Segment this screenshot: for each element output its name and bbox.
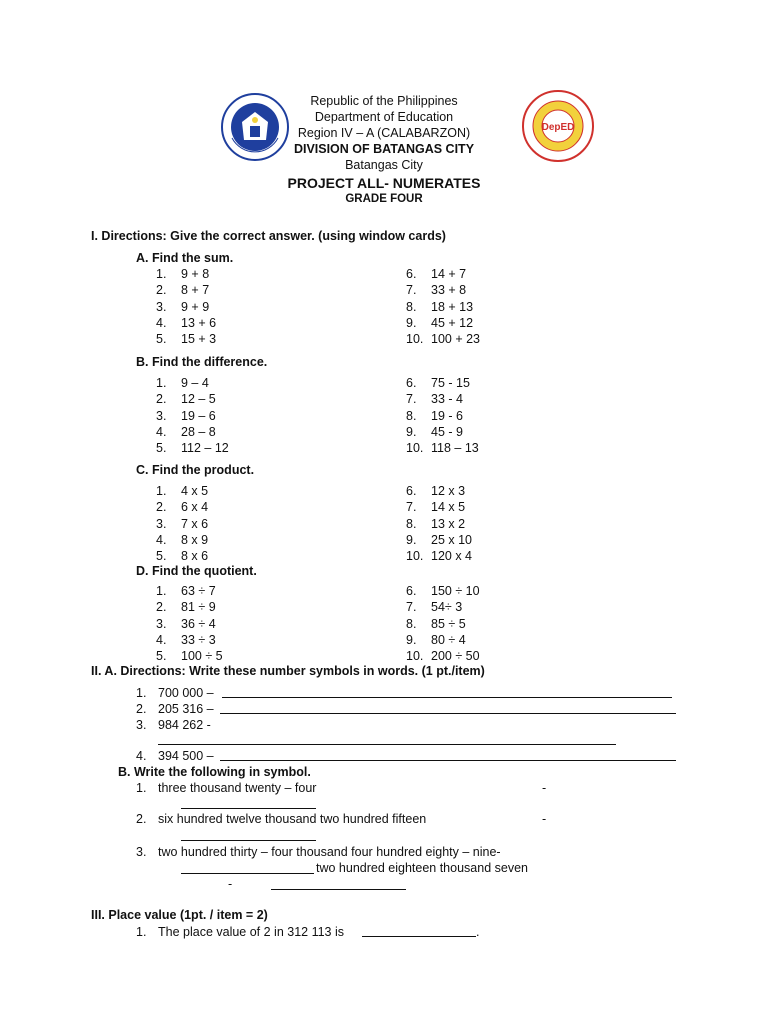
difference-problem-expression: 19 - 6 — [431, 408, 463, 423]
product-problem-number: 6. — [406, 484, 417, 498]
answer-line-1[interactable] — [222, 697, 672, 698]
difference-heading: B. Find the difference. — [136, 355, 268, 369]
product-problem-number: 1. — [156, 484, 167, 498]
symbol-item-1-text: three thousand twenty – four — [158, 781, 317, 795]
symbol-item-2-dash: - — [542, 812, 547, 826]
quotient-problem-number: 9. — [406, 632, 417, 647]
difference-problem-number: 1. — [156, 376, 167, 390]
product-heading: C. Find the product. — [136, 463, 255, 477]
deped-logo-text: DepED — [541, 122, 575, 133]
sum-problem-number: 2. — [156, 283, 167, 298]
product-problem-expression: 8 x 6 — [181, 549, 209, 564]
quotient-heading: D. Find the quotient. — [136, 564, 257, 578]
sum-problem-expression: 45 + 12 — [431, 315, 474, 330]
sum-problem-number: 6. — [406, 267, 417, 281]
product-problem-expression: 120 x 4 — [431, 549, 473, 564]
sum-problem-expression: 9 + 9 — [181, 299, 210, 314]
header-region: Region IV – A (CALABARZON) — [297, 126, 471, 140]
words-item-3-text: 984 262 - — [158, 718, 211, 732]
difference-problem-number: 9. — [406, 424, 417, 439]
part1-heading: I. Directions: Give the correct answer. (using window cards) — [91, 229, 446, 243]
difference-problem-expression: 118 – 13 — [431, 441, 479, 456]
sum-problem-number: 4. — [156, 315, 167, 330]
symbol-item-3-dash: - — [228, 877, 233, 891]
product-problem-expression: 14 x 5 — [431, 500, 466, 515]
difference-problem-number: 10. — [406, 441, 424, 456]
symbol-item-3-text: two hundred thirty – four thousand four hundred eighty – nine- — [158, 845, 501, 859]
difference-problem-expression: 112 – 12 — [181, 441, 229, 456]
product-problem-number: 5. — [156, 549, 167, 564]
header-republic: Republic of the Philippines — [310, 94, 458, 108]
difference-problem-number: 3. — [156, 408, 167, 423]
difference-problem-number: 7. — [406, 392, 417, 407]
answer-line-2[interactable] — [220, 713, 676, 714]
symbol-item-2-num: 2. — [136, 812, 147, 826]
quotient-problem-expression: 200 ÷ 50 — [431, 649, 480, 664]
product-problem-expression: 6 x 4 — [181, 500, 209, 515]
sum-problem-number: 9. — [406, 315, 417, 330]
difference-problem-number: 4. — [156, 424, 167, 439]
difference-problem-number: 2. — [156, 392, 167, 407]
answer-line-4[interactable] — [220, 760, 676, 761]
sum-problem-number: 1. — [156, 267, 167, 281]
quotient-problem-number: 10. — [406, 649, 424, 664]
product-problem-number: 7. — [406, 500, 417, 515]
product-problem-expression: 7 x 6 — [181, 516, 209, 531]
place-value-item-period: . — [476, 925, 480, 939]
difference-problem-expression: 19 – 6 — [181, 408, 216, 423]
symbol-item-3-num: 3. — [136, 845, 147, 859]
product-problem-number: 4. — [156, 532, 167, 547]
part2-heading: II. A. Directions: Write these number symbols in words. (1 pt./item) — [91, 664, 485, 678]
sum-problem-number: 5. — [156, 332, 167, 347]
quotient-problem-expression: 150 ÷ 10 — [431, 584, 480, 598]
sum-problem-number: 10. — [406, 332, 424, 347]
sum-problem-number: 8. — [406, 299, 417, 314]
sum-problem-number: 7. — [406, 283, 417, 298]
quotient-problem-expression: 85 ÷ 5 — [431, 616, 466, 631]
difference-problem-expression: 33 - 4 — [431, 392, 463, 407]
sum-problem-expression: 18 + 13 — [431, 299, 474, 314]
sum-problem-expression: 13 + 6 — [181, 315, 217, 330]
product-problem-number: 10. — [406, 549, 424, 564]
quotient-problem-expression: 63 ÷ 7 — [181, 584, 216, 598]
product-problem-expression: 12 x 3 — [431, 484, 466, 498]
sum-problem-expression: 33 + 8 — [431, 283, 467, 298]
sum-problem-number: 3. — [156, 299, 167, 314]
header-city: Batangas City — [345, 158, 423, 172]
symbol-item-1-dash: - — [542, 781, 547, 795]
product-problem-expression: 13 x 2 — [431, 516, 466, 531]
symbol-heading: B. Write the following in symbol. — [118, 765, 311, 779]
product-problem-number: 2. — [156, 500, 167, 515]
difference-problem-expression: 45 - 9 — [431, 424, 463, 439]
product-problem-expression: 8 x 9 — [181, 532, 209, 547]
words-item-4-num: 4. — [136, 749, 147, 763]
product-problem-expression: 4 x 5 — [181, 484, 209, 498]
product-problem-number: 9. — [406, 532, 417, 547]
quotient-problem-expression: 80 ÷ 4 — [431, 632, 466, 647]
sum-problem-expression: 14 + 7 — [431, 267, 467, 281]
product-problem-number: 8. — [406, 516, 417, 531]
symbol-answer-line-2[interactable] — [181, 840, 316, 841]
words-item-4-text: 394 500 – — [158, 749, 214, 763]
words-item-2-text: 205 316 – — [158, 702, 214, 716]
quotient-problem-expression: 36 ÷ 4 — [181, 616, 216, 631]
quotient-problem-number: 7. — [406, 600, 417, 615]
answer-line-3[interactable] — [158, 744, 616, 745]
place-value-item-text: The place value of 2 in 312 113 is — [158, 925, 345, 939]
sum-problem-expression: 100 + 23 — [431, 332, 481, 347]
sum-heading: A. Find the sum. — [136, 251, 234, 265]
quotient-problem-number: 1. — [156, 584, 167, 598]
header-department: Department of Education — [314, 110, 454, 124]
symbol-answer-line-1[interactable] — [181, 808, 316, 809]
sum-problem-expression: 9 + 8 — [181, 267, 210, 281]
difference-problem-expression: 28 – 8 — [181, 424, 216, 439]
words-item-1-text: 700 000 – — [158, 686, 214, 700]
symbol-answer-line-3a[interactable] — [181, 873, 314, 874]
quotient-problem-number: 8. — [406, 616, 417, 631]
quotient-problem-number: 4. — [156, 632, 167, 647]
product-problem-number: 3. — [156, 516, 167, 531]
difference-problem-expression: 9 – 4 — [181, 376, 209, 390]
difference-problem-number: 6. — [406, 376, 417, 390]
quotient-problem-expression: 54÷ 3 — [431, 600, 463, 615]
place-value-answer-line[interactable] — [362, 936, 476, 937]
symbol-answer-line-3b[interactable] — [271, 889, 406, 890]
place-value-item-num: 1. — [136, 925, 147, 939]
product-problem-expression: 25 x 10 — [431, 532, 473, 547]
quotient-problem-number: 3. — [156, 616, 167, 631]
quotient-problem-number: 2. — [156, 600, 167, 615]
page-title: PROJECT ALL- NUMERATES — [287, 175, 481, 191]
difference-problem-expression: 12 – 5 — [181, 392, 216, 407]
symbol-item-2-text: six hundred twelve thousand two hundred fifteen — [158, 812, 427, 826]
quotient-problem-number: 5. — [156, 649, 167, 664]
words-item-3-num: 3. — [136, 718, 147, 732]
page-subtitle: GRADE FOUR — [345, 193, 423, 205]
words-item-2-num: 2. — [136, 702, 147, 716]
difference-problem-number: 8. — [406, 408, 417, 423]
part3-heading: III. Place value (1pt. / item = 2) — [91, 908, 268, 922]
quotient-problem-expression: 100 ÷ 5 — [181, 649, 223, 664]
quotient-problem-number: 6. — [406, 584, 417, 598]
sum-problem-expression: 8 + 7 — [181, 283, 210, 298]
header-division: DIVISION OF BATANGAS CITY — [293, 142, 475, 156]
symbol-item-3-text-line2: two hundred eighteen thousand seven — [316, 861, 528, 875]
symbol-item-1-num: 1. — [136, 781, 147, 795]
sum-problem-expression: 15 + 3 — [181, 332, 217, 347]
quotient-problem-expression: 81 ÷ 9 — [181, 600, 216, 615]
difference-problem-expression: 75 - 15 — [431, 376, 470, 390]
difference-problem-number: 5. — [156, 441, 167, 456]
words-item-1-num: 1. — [136, 686, 147, 700]
quotient-problem-expression: 33 ÷ 3 — [181, 632, 216, 647]
